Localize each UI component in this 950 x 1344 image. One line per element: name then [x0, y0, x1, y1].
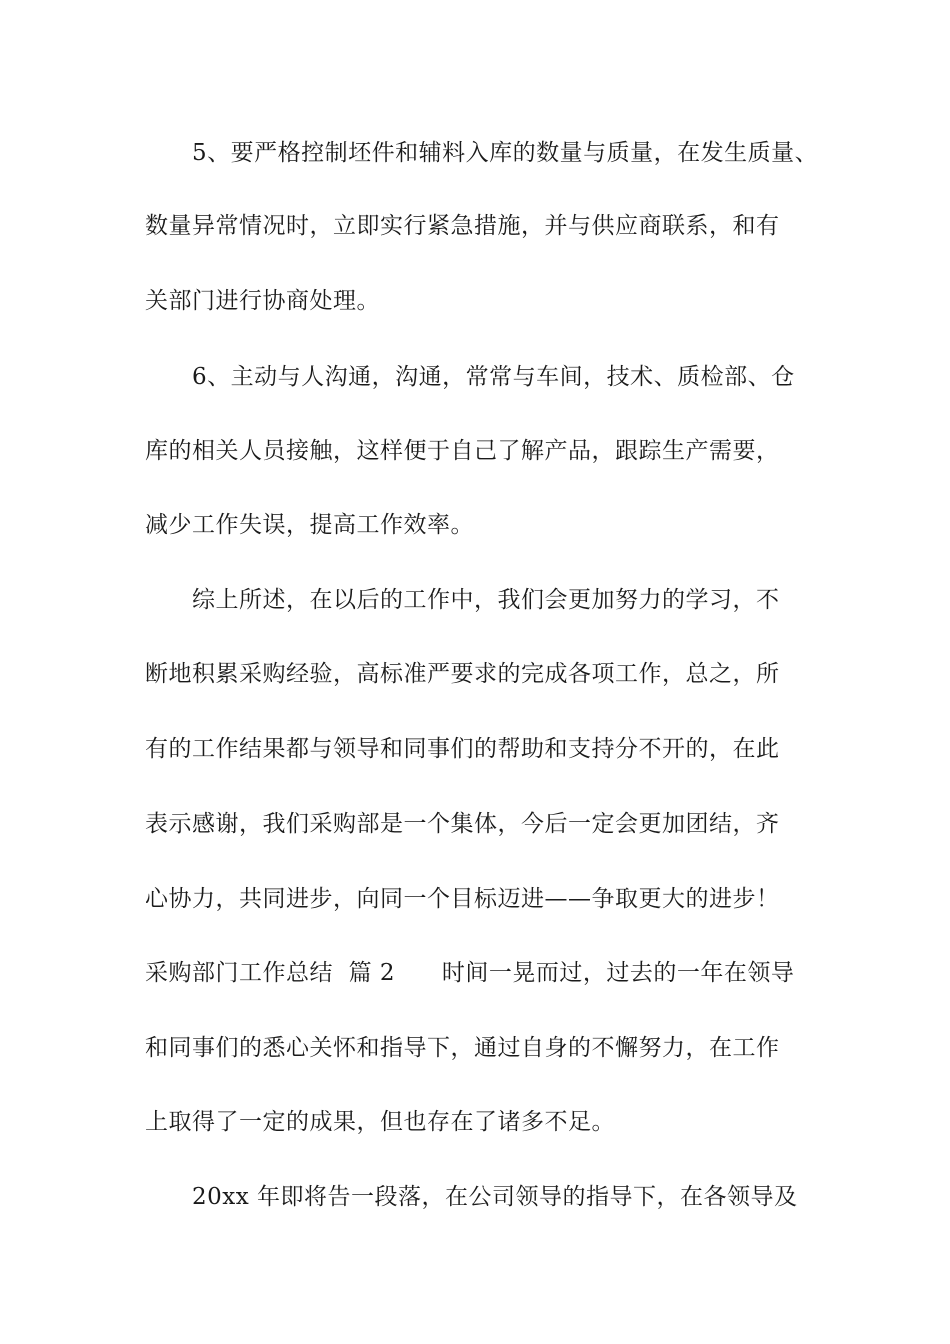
- text-line: 上取得了一定的成果，但也存在了诸多不足。: [145, 1109, 615, 1135]
- text-line: 表示感谢，我们采购部是一个集体，今后一定会更加团结，齐: [145, 811, 780, 837]
- text-line: 数量异常情况时，立即实行紧急措施，并与供应商联系，和有: [145, 213, 780, 239]
- text-line: 20xx 年即将告一段落，在公司领导的指导下，在各领导及: [192, 1184, 798, 1210]
- text-line: 断地积累采购经验，高标准严要求的完成各项工作，总之，所: [145, 661, 780, 687]
- text-line: 有的工作结果都与领导和同事们的帮助和支持分不开的，在此: [145, 736, 780, 762]
- text-line: 和同事们的悉心关怀和指导下，通过自身的不懈努力，在工作: [145, 1035, 780, 1061]
- text-line: 综上所述，在以后的工作中，我们会更加努力的学习，不: [192, 587, 780, 613]
- text-line: 关部门进行协商处理。: [145, 288, 380, 314]
- text-line: 库的相关人员接触，这样便于自己了解产品，跟踪生产需要，: [145, 438, 780, 464]
- text-line: 6、主动与人沟通，沟通，常常与车间，技术、质检部、仓: [192, 364, 795, 390]
- text-line: 减少工作失误，提高工作效率。: [145, 512, 474, 538]
- section-heading-line: 采购部门工作总结 篇 2 时间一晃而过，过去的一年在领导: [145, 960, 795, 986]
- text-line: 心协力，共同进步，向同一个目标迈进——争取更大的进步！: [145, 886, 780, 912]
- text-line: 5、要严格控制坯件和辅料入库的数量与质量，在发生质量、: [192, 140, 819, 166]
